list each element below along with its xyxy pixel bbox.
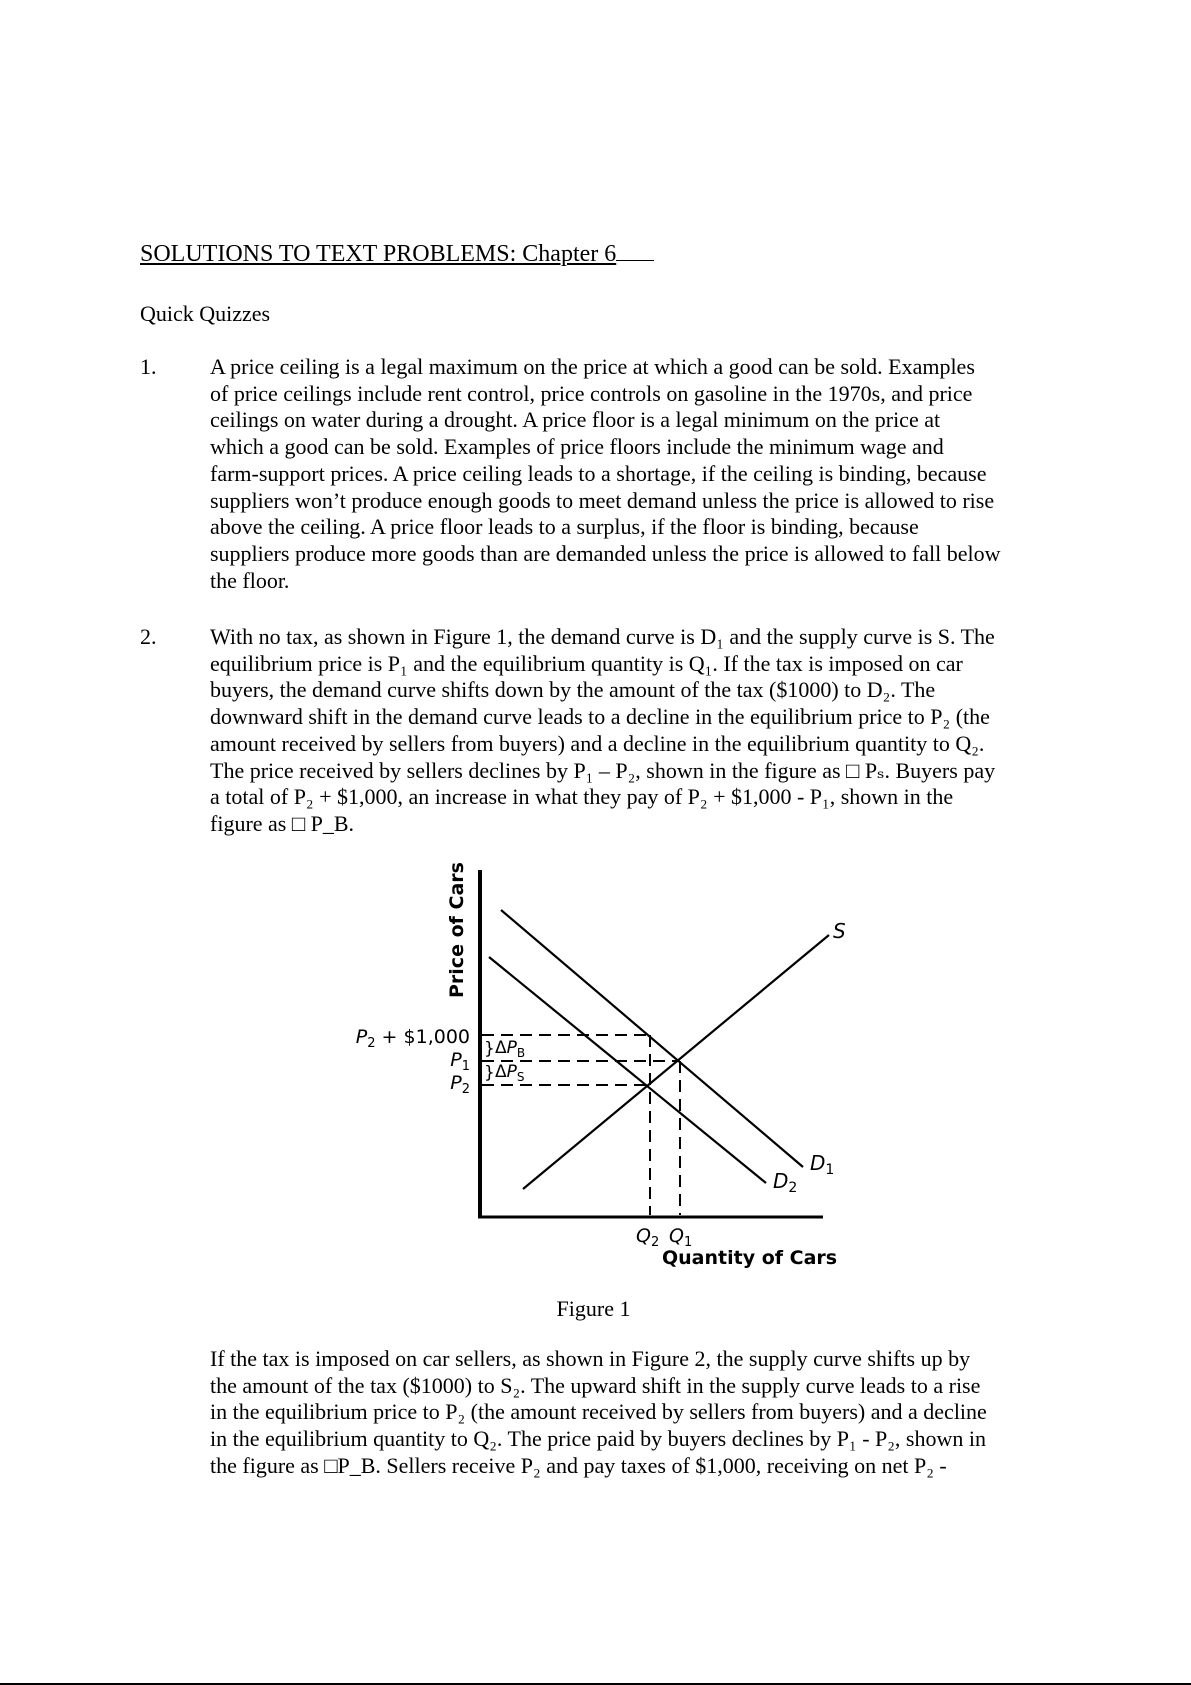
demand-curve-d2 — [489, 957, 766, 1183]
chart-axes — [478, 870, 823, 1218]
text-line: ceilings on water during a drought. A price floor is a legal minimum on the price at — [210, 407, 941, 433]
supply-label: S — [833, 919, 846, 943]
text-line: the amount of the tax ($1000) to S₂. The upward shift in the supply curve leads to a rise — [210, 1372, 981, 1398]
text-line: suppliers produce more goods than are demanded unless the price is allowed to fall below — [210, 540, 1001, 566]
text-line: a total of P₂ + $1,000, an increase in what they pay of P₂ + $1,000 - P₁, shown in the — [210, 784, 954, 810]
text-line: the figure as □P_B. Sellers receive P₂ and pay taxes of $1,000, receiving on net P₂ - — [210, 1452, 947, 1478]
section-subheading: Quick Quizzes — [140, 301, 271, 326]
text-line: which a good can be sold. Examples of price floors include the minimum wage and — [210, 434, 944, 460]
text-line: in the equilibrium price to P₂ (the amount received by sellers from buyers) and a decline — [210, 1399, 987, 1425]
page-title-text: SOLUTIONS TO TEXT PROBLEMS: Chapter 6 — [140, 241, 617, 267]
item-body — [210, 354, 1060, 594]
continuation-paragraph — [210, 1346, 1060, 1480]
text-line: above the ceiling. A price floor leads to a surplus, if the floor is binding, because — [210, 514, 919, 540]
text-line: buyers, the demand curve shifts down by the amount of the tax ($1000) to D₂. The — [210, 677, 936, 703]
figure-caption-text: Figure 1 — [556, 1296, 631, 1321]
delta-pb-label: $\Delta P_B$ — [495, 1038, 526, 1060]
text-line: A price ceiling is a legal maximum on the price at which a good can be sold. Examples — [210, 354, 975, 379]
text-line: in the equilibrium quantity to Q₂. The price paid by buyers declines by P₁ - P₂, shown in — [210, 1426, 986, 1452]
text-line: the floor. — [210, 567, 290, 593]
text-line: amount received by sellers from buyers) and a decline in the equilibrium quantity to Q₂. — [210, 730, 985, 756]
demand-curve-d1 — [501, 910, 803, 1167]
price-label-p1: $P_1$ — [450, 1049, 470, 1074]
quantity-label-q2: $Q_2$ — [636, 1225, 660, 1250]
demand-1-label: $D_1$ — [810, 1151, 835, 1178]
text-line: The price received by sellers declines by P₁ – P₂, shown in the figure as □ Pₛ. Buyers pay — [210, 757, 996, 783]
item-number: 1. — [140, 354, 157, 379]
delta-ps-label: $\Delta P_S$ — [495, 1062, 525, 1084]
brace-buyers: } — [484, 1039, 495, 1059]
text-line: figure as □ P_B. — [210, 810, 355, 836]
text-line: downward shift in the demand curve leads to a decline in the equilibrium price to P₂ (the — [210, 704, 990, 730]
supply-curve — [523, 935, 829, 1189]
price-label-p2: $P_2$ — [450, 1072, 470, 1097]
text-line: With no tax, as shown in Figure 1, the demand curve is D₁ and the supply curve is S. The — [210, 624, 995, 649]
item-number: 2. — [140, 624, 157, 649]
text-line: farm-support prices. A price ceiling leads to a shortage, if the ceiling is binding, because — [210, 460, 987, 486]
text-line: suppliers won’t produce enough goods to meet demand unless the price is allowed to rise — [210, 487, 995, 513]
price-label-p2-plus-tax: $P_2$ + $1,000 — [355, 1026, 470, 1051]
title-underline — [616, 238, 654, 261]
item-body — [210, 624, 1060, 838]
quiz-item-2 — [140, 624, 1060, 844]
text-line: If the tax is imposed on car sellers, as shown in Figure 2, the supply curve shifts up by — [210, 1346, 971, 1371]
demand-2-label: $D_2$ — [773, 1169, 798, 1196]
text-line: equilibrium price is P₁ and the equilibrium quantity is Q₁. If the tax is imposed on car — [210, 650, 963, 676]
y-axis-label: Price of Cars — [446, 862, 468, 998]
curves — [489, 910, 829, 1189]
guide-lines — [482, 1035, 680, 1215]
x-axis-label: Quantity of Cars — [662, 1247, 838, 1269]
figure-caption — [0, 1296, 1191, 1322]
quiz-item-1 — [140, 354, 1060, 604]
text-line: of price ceilings include rent control, price controls on gasoline in the 1970s, and price — [210, 380, 973, 406]
quantity-label-q1: $Q_1$ — [669, 1225, 693, 1250]
page-title — [140, 238, 654, 269]
brace-sellers: } — [484, 1063, 495, 1083]
